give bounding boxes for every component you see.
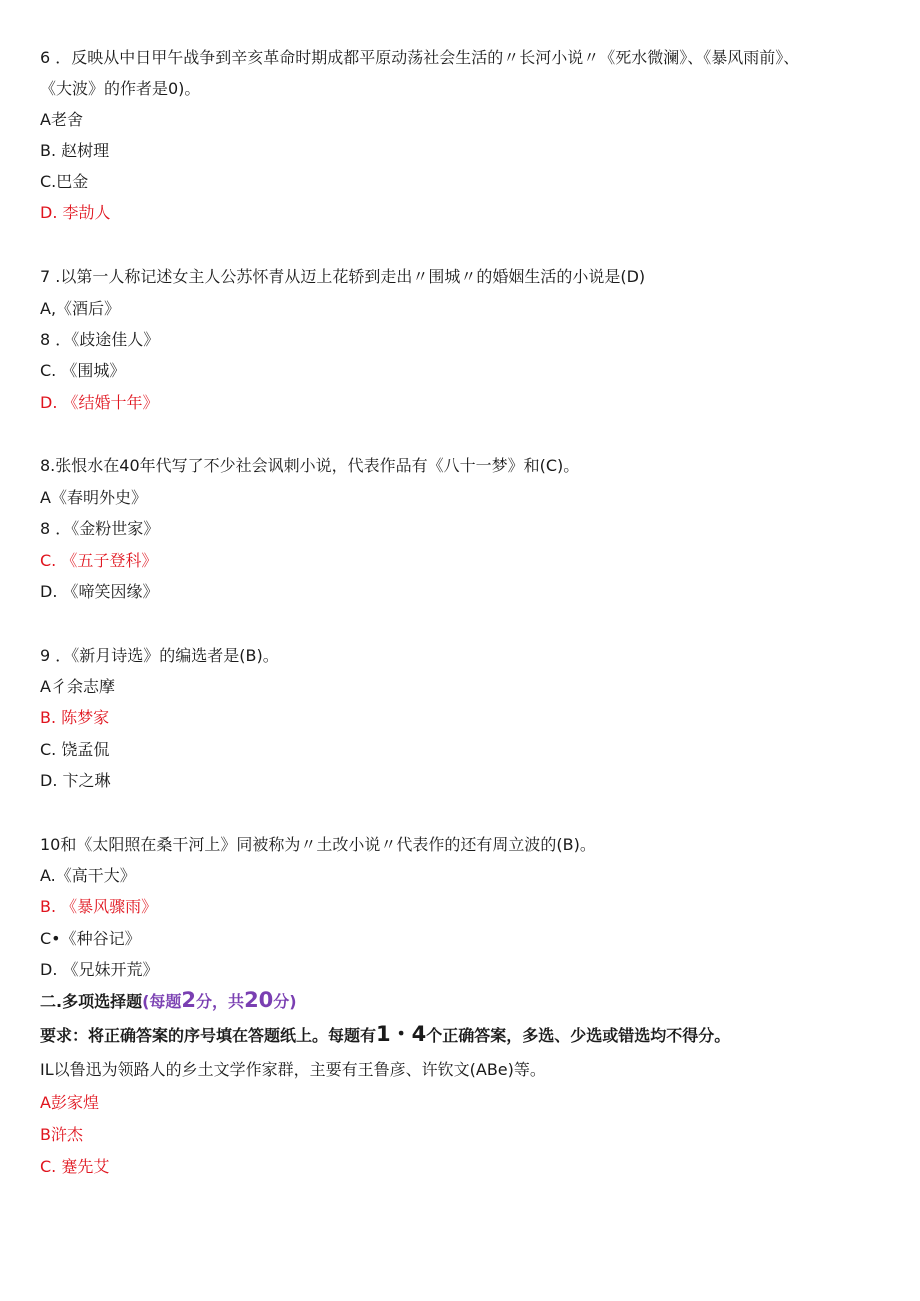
question-7-option-a: A,《酒后》 (40, 299, 121, 318)
question-9-option-d: D. 卞之琳 (40, 771, 111, 790)
question-10-stem: 10和《太阳照在桑干河上》同被称为〃土改小说〃代表作的还有周立波的(B)。 (40, 835, 596, 854)
question-8-option-b: 8 ．《金粉世家》 (40, 519, 160, 538)
question-7-option-d-answer: D. 《结婚十年》 (40, 393, 159, 412)
question-8-option-d: D. 《啼笑因缘》 (40, 582, 159, 601)
requirement-text-b: 个正确答案，多选、少选或错选均不得分。 (426, 1026, 731, 1045)
question-8-option-c-answer: C. 《五子登科》 (40, 551, 158, 570)
question-6-option-c: C.巴金 (40, 172, 89, 191)
question-6-option-b: B. 赵树理 (40, 141, 110, 160)
section-2-title-text: 二.多项选择题 (40, 992, 143, 1011)
question-11-option-c-answer: C. 蹇先艾 (40, 1157, 110, 1176)
section-2-score-n1: 2 (181, 988, 197, 1012)
question-11-stem: IL以鲁迅为领路人的乡土文学作家群，主要有王鲁彦、许钦文(ABe)等。 (40, 1060, 546, 1079)
question-7-option-b: 8 ．《歧途佳人》 (40, 330, 160, 349)
question-7-option-c: C. 《围城》 (40, 361, 126, 380)
question-9-option-c: C. 饶孟侃 (40, 740, 110, 759)
question-8-stem: 8.张恨水在40年代写了不少社会讽刺小说，代表作品有《八十一梦》和(C)。 (40, 456, 580, 475)
section-2-score-c: 分) (273, 992, 297, 1011)
requirement-text-a: 要求：将正确答案的序号填在答题纸上。每题有 (40, 1026, 377, 1045)
section-2-score-a: (每题 (142, 992, 182, 1011)
question-9-option-a: A彳余志摩 (40, 677, 115, 696)
section-2-score-b: 分，共 (196, 992, 245, 1011)
question-9-option-b-answer: B. 陈梦家 (40, 708, 110, 727)
question-8-option-a: A《春明外史》 (40, 488, 147, 507)
question-10-option-b-answer: B. 《暴风骤雨》 (40, 897, 158, 916)
question-11-option-b-answer: B浒杰 (40, 1125, 83, 1144)
question-10-option-c: C•《种谷记》 (40, 929, 141, 948)
section-2-title (40, 990, 297, 1012)
section-2-requirement (40, 1024, 730, 1046)
requirement-count: 1・4 (376, 1022, 427, 1046)
question-6-stem: 6 ．反映从中日甲午战争到辛亥革命时期成都平原动荡社会生活的〃长河小说〃《死水微澜》、《暴风雨前》、 (40, 48, 800, 67)
question-9-stem: 9 ．《新月诗选》的编选者是(B)。 (40, 646, 279, 665)
question-6-option-d-answer: D. 李劼人 (40, 203, 111, 222)
question-11-option-a-answer: A彭家煌 (40, 1093, 99, 1112)
question-6-option-a: A老舍 (40, 110, 83, 129)
question-6-stem-cont: 《大波》的作者是0)。 (40, 79, 201, 98)
question-10-option-d: D. 《兄妹开荒》 (40, 960, 159, 979)
question-10-option-a: A.《高干大》 (40, 866, 136, 885)
question-7-stem: 7 .以第一人称记述女主人公苏怀青从迈上花轿到走出〃围城〃的婚姻生活的小说是(D) (40, 267, 646, 286)
section-2-score-n2: 20 (244, 988, 274, 1012)
